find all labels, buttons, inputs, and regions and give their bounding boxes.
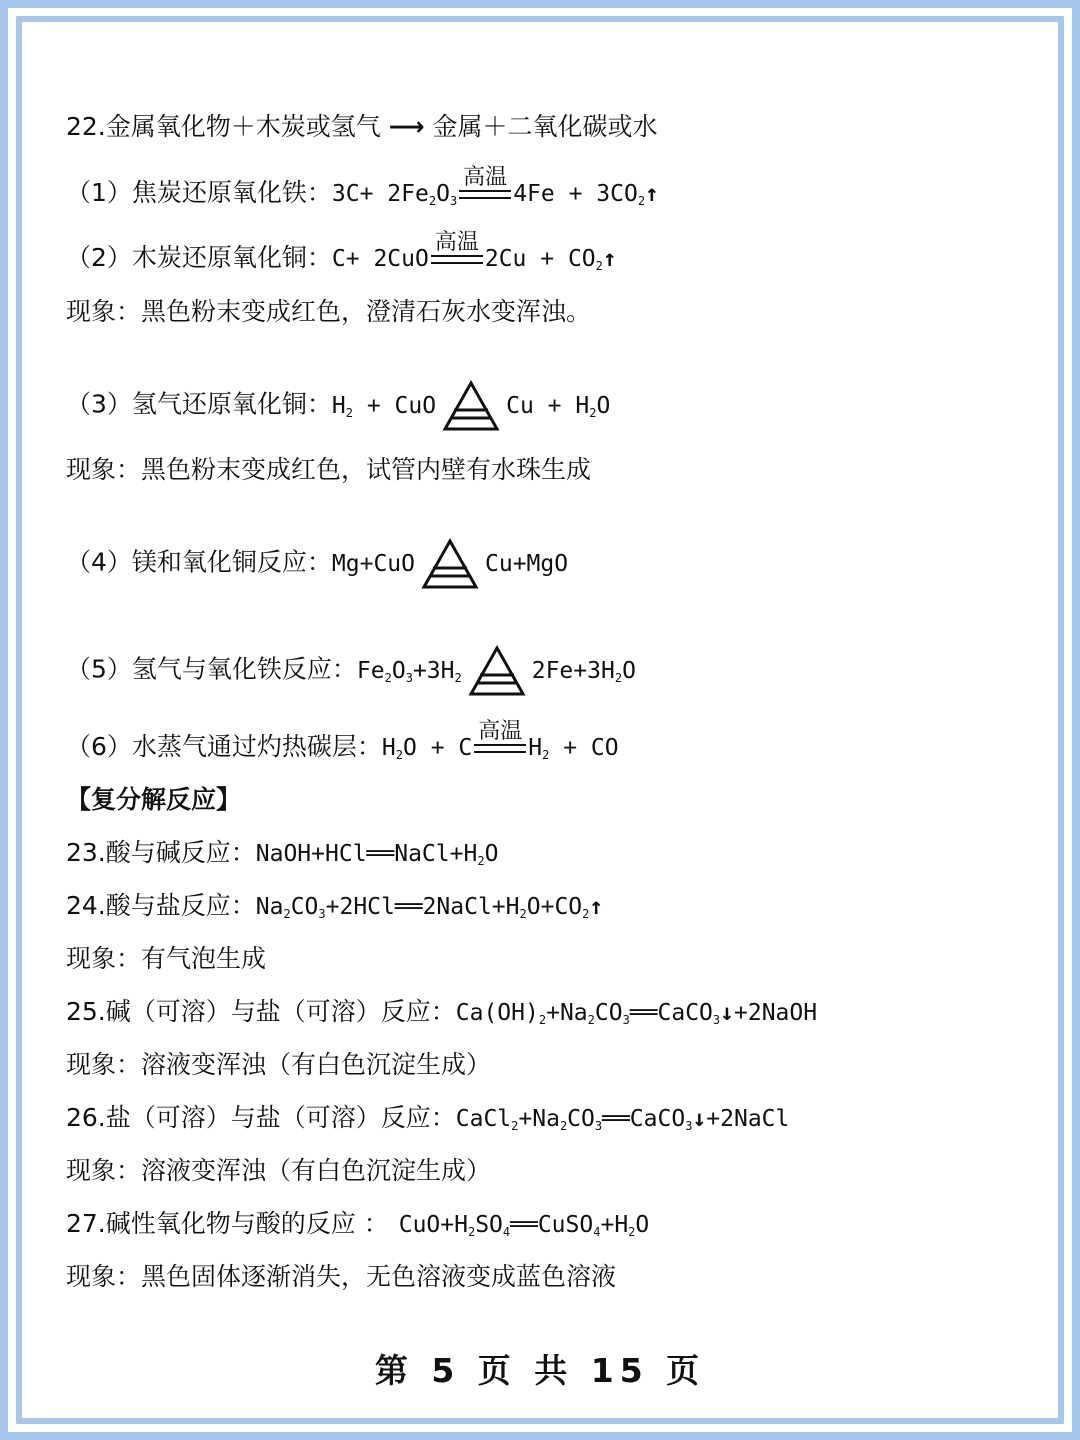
reaction-label: 27.碱性氧化物与酸的反应 ： xyxy=(66,1209,389,1238)
reaction-25-line xyxy=(66,997,817,1028)
reaction-3-line xyxy=(66,380,610,432)
equation-rhs: 2Fe+3H xyxy=(531,657,615,684)
reaction-label: （4）镁和氧化铜反应： xyxy=(66,547,332,577)
reaction-1-line xyxy=(66,165,659,209)
reaction-label: （1）焦炭还原氧化铁： xyxy=(66,178,332,207)
phenomenon-2: 现象：黑色粉末变成红色，试管内壁有水珠生成 xyxy=(66,455,592,484)
equation: $CuO+H_2SO_4══CuSO_4+H_2O$ xyxy=(398,1212,650,1239)
right-arrow-icon: ⟶ xyxy=(388,112,425,141)
reaction-label: （3）氢气还原氧化铜： xyxy=(66,389,332,419)
reaction-label: 26.盐（可溶）与盐（可溶）反应： xyxy=(66,1103,456,1132)
equation: $H_2O + C$ 高温 $H_2$ + CO xyxy=(381,719,619,762)
equation: $Fe_2O_3+3H_2$ $2Fe+3H_2O$ xyxy=(357,658,636,684)
condition-text: 高温 xyxy=(434,230,479,255)
equation-tail: +2NaCl xyxy=(706,1106,790,1132)
page-number-footer: 第 5 页 共 15 页 xyxy=(374,1351,706,1390)
equation-rhs: Cu + H xyxy=(506,392,590,419)
reaction-4-line xyxy=(66,538,568,590)
precipitate-down-arrow-icon: ↓ xyxy=(692,1106,707,1132)
equation-lhs: C+ 2CuO xyxy=(331,246,429,272)
equation: $NaOH+HCl══NaCl+H_2O$ xyxy=(255,841,499,868)
reaction-26-line xyxy=(66,1103,789,1134)
equation: $3C+ 2Fe_2O_3$ 高温 $4Fe + 3CO_2↑$ xyxy=(331,165,659,208)
condition-high-temp xyxy=(459,165,511,209)
gas-up-arrow-icon: ↑ xyxy=(602,246,617,272)
equation-body: NaOH+HCl══NaCl+H xyxy=(255,841,478,867)
reaction-reactants: 金属氧化物＋木炭或氢气 xyxy=(105,112,381,141)
phenomenon-4: 现象：溶液变浑浊（有白色沉淀生成） xyxy=(66,1050,492,1079)
equation-rhs: 2Cu + CO xyxy=(484,246,596,272)
section-heading: 【复分解反应】 xyxy=(66,785,242,814)
equation: $CaCl_2+Na_2CO_3══CaCO_3↓+2NaCl$ xyxy=(455,1106,790,1133)
reaction-label: 23.酸与碱反应： xyxy=(66,838,256,867)
equation: $H_2$ + CuO $Cu + H_2O$ xyxy=(332,393,610,419)
reaction-2-line xyxy=(66,230,617,274)
reaction-label: 24.酸与盐反应： xyxy=(66,891,256,920)
reaction-23-line xyxy=(66,838,498,869)
heating-triangle-icon xyxy=(442,380,500,432)
reaction-22-heading xyxy=(66,112,658,142)
reaction-label: （2）木炭还原氧化铜： xyxy=(66,243,332,272)
equation-rhs: Cu+MgO xyxy=(485,550,569,577)
equation-tail: +2NaOH xyxy=(734,1000,818,1026)
equation-lhs: 3C+ 2Fe xyxy=(331,181,429,207)
reaction-5-line xyxy=(66,645,636,697)
gas-up-arrow-icon: ↑ xyxy=(589,894,604,920)
condition-text: 高温 xyxy=(463,165,508,190)
equation xyxy=(332,551,568,577)
reaction-24-line xyxy=(66,891,603,922)
item-number: 22. xyxy=(66,112,106,141)
condition-text: 高温 xyxy=(478,719,523,744)
phenomenon-6: 现象：黑色固体逐渐消失，无色溶液变成蓝色溶液 xyxy=(66,1262,617,1291)
equation: C+ 2CuO 高温 $2Cu + CO_2↑$ xyxy=(331,230,617,273)
reaction-label: 25.碱（可溶）与盐（可溶）反应： xyxy=(66,997,456,1026)
phenomenon-1: 现象：黑色粉末变成红色，澄清石灰水变浑浊。 xyxy=(66,297,592,326)
reaction-6-line xyxy=(66,719,619,763)
reaction-products: 金属＋二氧化碳或水 xyxy=(432,112,658,141)
reaction-label: （6）水蒸气通过灼热碳层： xyxy=(66,732,382,761)
phenomenon-5: 现象：溶液变浑浊（有白色沉淀生成） xyxy=(66,1156,492,1185)
heating-triangle-icon xyxy=(468,645,526,697)
phenomenon-3: 现象：有气泡生成 xyxy=(66,944,267,973)
condition-high-temp xyxy=(474,719,526,763)
equation-lhs: Mg+CuO xyxy=(331,550,416,577)
equation: $Na_2CO_3+2HCl══2NaCl+H_2O+CO_2↑$ xyxy=(255,894,604,921)
heating-triangle-icon xyxy=(421,538,479,590)
reaction-label: （5）氢气与氧化铁反应： xyxy=(66,654,357,684)
equation-rhs: 4Fe + 3CO xyxy=(513,181,638,207)
precipitate-down-arrow-icon: ↓ xyxy=(720,1000,734,1026)
equation: $Ca(OH)_2+Na_2CO_3══CaCO_3↓+2NaOH$ xyxy=(455,1000,818,1027)
reaction-27-line xyxy=(66,1209,649,1240)
gas-up-arrow-icon: ↑ xyxy=(645,181,659,207)
condition-high-temp xyxy=(431,230,483,274)
